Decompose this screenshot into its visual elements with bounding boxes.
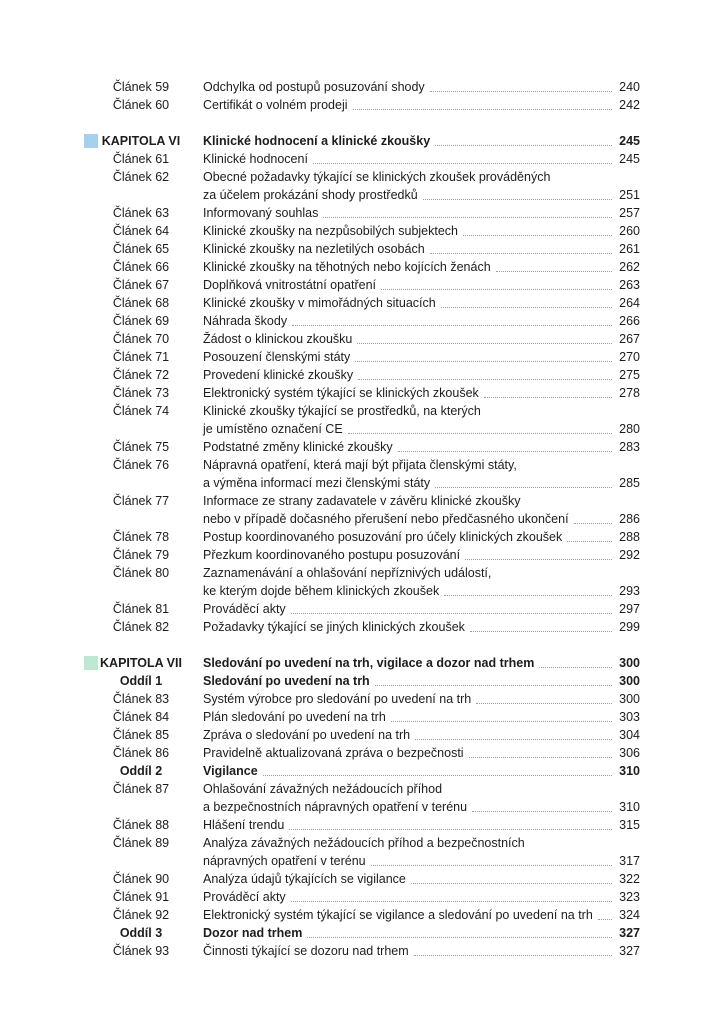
section-row [84, 924, 640, 942]
entry-line [203, 438, 640, 456]
page-number: 297 [619, 602, 640, 616]
entry-title: Žádost o klinickou zkoušku [203, 332, 353, 346]
article-row [84, 150, 640, 168]
article-row [84, 834, 640, 870]
dotted-leader [539, 667, 612, 668]
entry-title: Náhrada škody [203, 314, 288, 328]
entry-text [198, 366, 640, 384]
page-number: 283 [619, 440, 640, 454]
entry-title: Posouzení členskými státy [203, 350, 351, 364]
page-number: 245 [619, 134, 640, 148]
dotted-leader [291, 613, 612, 614]
entry-title: Doplňková vnitrostátní opatření [203, 278, 377, 292]
entry-line [203, 492, 640, 510]
dotted-leader [430, 253, 612, 254]
entry-text [198, 744, 640, 762]
page-number: 286 [619, 512, 640, 526]
dotted-leader [357, 343, 612, 344]
entry-line [203, 168, 640, 186]
entry-text [198, 924, 640, 942]
entry-text [198, 564, 640, 600]
entry-label: Článek 68 [112, 296, 170, 310]
page-number: 275 [619, 368, 640, 382]
article-row [84, 546, 640, 564]
entry-title: Hlášení trendu [203, 818, 285, 832]
entry-line [203, 582, 640, 600]
entry-line [203, 456, 640, 474]
entry-title: Klinické zkoušky na nezletilých osobách [203, 242, 425, 256]
dotted-leader [423, 199, 612, 200]
article-row [84, 600, 640, 618]
entry-line [203, 132, 640, 150]
dotted-leader [348, 433, 612, 434]
page-number: 310 [619, 764, 640, 778]
entry-line [203, 78, 640, 96]
entry-label: Článek 77 [112, 494, 170, 508]
entry-label: Článek 71 [112, 350, 170, 364]
dotted-leader [391, 721, 612, 722]
dotted-leader [307, 937, 612, 938]
entry-title: Podstatné změny klinické zkoušky [203, 440, 393, 454]
entry-text [198, 834, 640, 870]
dotted-leader [353, 109, 612, 110]
article-row [84, 276, 640, 294]
entry-text [198, 546, 640, 564]
entry-title-continuation: nebo v případě dočasného přerušení nebo předčasného ukončení [203, 512, 569, 526]
entry-text [198, 690, 640, 708]
page-number: 288 [619, 530, 640, 544]
entry-label: Článek 93 [112, 944, 170, 958]
page-number: 262 [619, 260, 640, 274]
dotted-leader [463, 235, 612, 236]
entry-text [198, 168, 640, 204]
dotted-leader [484, 397, 612, 398]
entry-title: Klinické zkoušky na nezpůsobilých subjektech [203, 224, 458, 238]
entry-line [203, 150, 640, 168]
entry-label: Článek 64 [112, 224, 170, 238]
dotted-leader [375, 685, 612, 686]
page-number: 245 [619, 152, 640, 166]
article-row [84, 906, 640, 924]
entry-line [203, 348, 640, 366]
page-number: 315 [619, 818, 640, 832]
entry-title: Sledování po uvedení na trh, vigilace a dozor nad trhem [203, 656, 535, 670]
page-number: 327 [619, 926, 640, 940]
page-number: 267 [619, 332, 640, 346]
dotted-leader [381, 289, 612, 290]
entry-line [203, 564, 640, 582]
entry-line [203, 708, 640, 726]
entry-label: Článek 59 [112, 80, 170, 94]
dotted-leader [574, 523, 612, 524]
entry-line [203, 816, 640, 834]
entry-label: Oddíl 2 [119, 764, 163, 778]
entry-text [198, 816, 640, 834]
entry-line [203, 888, 640, 906]
entry-line [203, 474, 640, 492]
entry-line [203, 618, 640, 636]
page-number: 278 [619, 386, 640, 400]
page-number: 251 [619, 188, 640, 202]
entry-text [198, 132, 640, 150]
entry-label: Článek 90 [112, 872, 170, 886]
entry-text [198, 150, 640, 168]
entry-text [198, 870, 640, 888]
entry-label: Oddíl 3 [119, 926, 163, 940]
entry-label: Článek 67 [112, 278, 170, 292]
entry-title: Certifikát o volném prodeji [203, 98, 348, 112]
page-number: 299 [619, 620, 640, 634]
entry-label: KAPITOLA VI [101, 134, 181, 148]
article-row [84, 528, 640, 546]
entry-label: Článek 92 [112, 908, 170, 922]
article-row [84, 690, 640, 708]
dotted-leader [496, 271, 612, 272]
entry-title: Klinické zkoušky v mimořádných situacích [203, 296, 436, 310]
dotted-leader [398, 451, 612, 452]
article-row [84, 780, 640, 816]
entry-line [203, 204, 640, 222]
entry-line [203, 672, 640, 690]
entry-line [203, 294, 640, 312]
entry-line [203, 942, 640, 960]
dotted-leader [358, 379, 612, 380]
page-number: 327 [619, 944, 640, 958]
dotted-leader [411, 883, 612, 884]
entry-line [203, 528, 640, 546]
entry-text [198, 78, 640, 96]
article-row [84, 870, 640, 888]
entry-title: Elektronický systém týkající se vigilance a sledování po uvedení na trh [203, 908, 593, 922]
entry-title: Obecné požadavky týkající se klinických zkoušek prováděných [203, 170, 551, 184]
entry-text [198, 708, 640, 726]
dotted-leader [470, 631, 612, 632]
article-row [84, 348, 640, 366]
entry-text [198, 654, 640, 672]
page-number: 264 [619, 296, 640, 310]
entry-text [198, 762, 640, 780]
dotted-leader [313, 163, 612, 164]
entry-label: KAPITOLA VII [100, 656, 182, 670]
entry-label: Článek 82 [112, 620, 170, 634]
article-row [84, 222, 640, 240]
entry-line [203, 330, 640, 348]
page-number: 260 [619, 224, 640, 238]
page-number: 300 [619, 656, 640, 670]
entry-line [203, 276, 640, 294]
entry-text [198, 438, 640, 456]
entry-title: Klinické zkoušky týkající se prostředků, na kterých [203, 404, 481, 418]
entry-line [203, 222, 640, 240]
dotted-leader [355, 361, 612, 362]
dotted-leader [598, 919, 612, 920]
entry-text [198, 330, 640, 348]
entry-label: Článek 76 [112, 458, 170, 472]
entry-text [198, 780, 640, 816]
entry-label: Článek 84 [112, 710, 170, 724]
entry-text [198, 888, 640, 906]
article-row [84, 456, 640, 492]
entry-line [203, 834, 640, 852]
dotted-leader [476, 703, 612, 704]
page-number: 324 [619, 908, 640, 922]
entry-title: Dozor nad trhem [203, 926, 303, 940]
entry-text [198, 204, 640, 222]
page-number: 323 [619, 890, 640, 904]
article-row [84, 816, 640, 834]
dotted-leader [465, 559, 612, 560]
entry-title: Pravidelně aktualizovaná zpráva o bezpečnosti [203, 746, 464, 760]
article-row [84, 744, 640, 762]
entry-line [203, 366, 640, 384]
article-row [84, 564, 640, 600]
page-number: 263 [619, 278, 640, 292]
entry-label: Článek 81 [112, 602, 170, 616]
page-number: 285 [619, 476, 640, 490]
entry-line [203, 186, 640, 204]
dotted-leader [415, 739, 612, 740]
entry-title: Zaznamenávání a ohlašování nepříznivých událostí, [203, 566, 492, 580]
entry-title: Odchylka od postupů posuzování shody [203, 80, 425, 94]
entry-title: Klinické hodnocení a klinické zkoušky [203, 134, 431, 148]
page-number: 303 [619, 710, 640, 724]
entry-text [198, 906, 640, 924]
entry-title: Zpráva o sledování po uvedení na trh [203, 728, 411, 742]
page-number: 266 [619, 314, 640, 328]
dotted-leader [291, 901, 612, 902]
article-row [84, 618, 640, 636]
dotted-leader [430, 91, 612, 92]
entry-label: Článek 66 [112, 260, 170, 274]
entry-text [198, 240, 640, 258]
entry-label: Článek 83 [112, 692, 170, 706]
article-row [84, 492, 640, 528]
entry-text [198, 672, 640, 690]
entry-title: Analýza závažných nežádoucích příhod a bezpečnostních [203, 836, 525, 850]
entry-text [198, 312, 640, 330]
entry-title: Činnosti týkající se dozoru nad trhem [203, 944, 409, 958]
entry-line [203, 726, 640, 744]
entry-line [203, 798, 640, 816]
entry-text [198, 618, 640, 636]
article-row [84, 258, 640, 276]
page-number: 306 [619, 746, 640, 760]
entry-line [203, 654, 640, 672]
page-number: 300 [619, 692, 640, 706]
section-row [84, 672, 640, 690]
article-row [84, 312, 640, 330]
chapter-marker-square-icon [84, 134, 98, 148]
chapter-marker-square-icon [84, 656, 98, 670]
entry-title: Postup koordinovaného posuzování pro účely klinických zkoušek [203, 530, 563, 544]
entry-title: Klinické hodnocení [203, 152, 308, 166]
entry-text [198, 600, 640, 618]
article-row [84, 96, 640, 114]
entry-title: Ohlašování závažných nežádoucích příhod [203, 782, 443, 796]
entry-text [198, 258, 640, 276]
article-row [84, 366, 640, 384]
entry-title-continuation: za účelem prokázání shody prostředků [203, 188, 418, 202]
article-row [84, 204, 640, 222]
entry-line [203, 924, 640, 942]
entry-title: Analýza údajů týkajících se vigilance [203, 872, 406, 886]
dotted-leader [289, 829, 612, 830]
entry-title-continuation: je umístěno označení CE [203, 422, 343, 436]
article-row [84, 240, 640, 258]
page-number: 310 [619, 800, 640, 814]
entry-line [203, 762, 640, 780]
dotted-leader [444, 595, 612, 596]
entry-text [198, 384, 640, 402]
entry-line [203, 384, 640, 402]
entry-label: Oddíl 1 [119, 674, 163, 688]
dotted-leader [292, 325, 612, 326]
article-row [84, 330, 640, 348]
page-number: 280 [619, 422, 640, 436]
entry-title-continuation: nápravných opatření v terénu [203, 854, 366, 868]
article-row [84, 708, 640, 726]
article-row [84, 888, 640, 906]
entry-label: Článek 65 [112, 242, 170, 256]
entry-label: Článek 69 [112, 314, 170, 328]
entry-title-continuation: ke kterým dojde během klinických zkoušek [203, 584, 440, 598]
page-number: 317 [619, 854, 640, 868]
dotted-leader [472, 811, 612, 812]
entry-text [198, 348, 640, 366]
dotted-leader [371, 865, 612, 866]
entry-line [203, 96, 640, 114]
page-number: 261 [619, 242, 640, 256]
entry-label: Článek 80 [112, 566, 170, 580]
entry-line [203, 600, 640, 618]
entry-line [203, 402, 640, 420]
entry-label: Článek 87 [112, 782, 170, 796]
page-number: 304 [619, 728, 640, 742]
dotted-leader [469, 757, 612, 758]
dotted-leader [263, 775, 612, 776]
entry-title-continuation: a výměna informací mezi členskými státy [203, 476, 431, 490]
page-number: 270 [619, 350, 640, 364]
article-row [84, 78, 640, 96]
entry-label: Článek 89 [112, 836, 170, 850]
chapter-row [84, 654, 640, 672]
entry-text [198, 276, 640, 294]
entry-label: Článek 72 [112, 368, 170, 382]
entry-title: Provedení klinické zkoušky [203, 368, 354, 382]
entry-label: Článek 61 [112, 152, 170, 166]
entry-text [198, 456, 640, 492]
entry-line [203, 510, 640, 528]
entry-line [203, 258, 640, 276]
article-row [84, 384, 640, 402]
entry-title: Prováděcí akty [203, 890, 286, 904]
entry-line [203, 852, 640, 870]
page-number: 300 [619, 674, 640, 688]
entry-label: Článek 74 [112, 404, 170, 418]
entry-line [203, 546, 640, 564]
entry-line [203, 312, 640, 330]
entry-title: Plán sledování po uvedení na trh [203, 710, 386, 724]
article-row [84, 168, 640, 204]
dotted-leader [435, 487, 612, 488]
entry-label: Článek 85 [112, 728, 170, 742]
article-row [84, 438, 640, 456]
entry-label: Článek 75 [112, 440, 170, 454]
entry-label: Článek 70 [112, 332, 170, 346]
entry-label: Článek 60 [112, 98, 170, 112]
page-number: 293 [619, 584, 640, 598]
entry-title: Prováděcí akty [203, 602, 286, 616]
entry-title: Informovaný souhlas [203, 206, 319, 220]
entry-line [203, 420, 640, 438]
page-number: 322 [619, 872, 640, 886]
entry-title: Klinické zkoušky na těhotných nebo kojících ženách [203, 260, 491, 274]
entry-title: Systém výrobce pro sledování po uvedení na trh [203, 692, 472, 706]
entry-title-continuation: a bezpečnostních nápravných opatření v terénu [203, 800, 468, 814]
entry-text [198, 492, 640, 528]
entry-line [203, 870, 640, 888]
page-number: 242 [619, 98, 640, 112]
page-number: 240 [619, 80, 640, 94]
entry-label: Článek 73 [112, 386, 170, 400]
entry-text [198, 222, 640, 240]
entry-label: Článek 78 [112, 530, 170, 544]
entry-title: Sledování po uvedení na trh [203, 674, 370, 688]
dotted-leader [435, 145, 612, 146]
dotted-leader [567, 541, 612, 542]
entry-text [198, 402, 640, 438]
section-row [84, 762, 640, 780]
entry-line [203, 906, 640, 924]
entry-line [203, 744, 640, 762]
dotted-leader [323, 217, 612, 218]
article-row [84, 726, 640, 744]
entry-label: Článek 91 [112, 890, 170, 904]
entry-label: Článek 86 [112, 746, 170, 760]
entry-label: Článek 88 [112, 818, 170, 832]
entry-title: Vigilance [203, 764, 258, 778]
entry-label: Článek 63 [112, 206, 170, 220]
page-number: 292 [619, 548, 640, 562]
entry-title: Elektronický systém týkající se klinických zkoušek [203, 386, 479, 400]
entry-text [198, 96, 640, 114]
entry-line [203, 240, 640, 258]
entry-title: Informace ze strany zadavatele v závěru klinické zkoušky [203, 494, 521, 508]
entry-line [203, 690, 640, 708]
entry-text [198, 726, 640, 744]
entry-label: Článek 62 [112, 170, 170, 184]
chapter-row [84, 132, 640, 150]
page-number: 257 [619, 206, 640, 220]
entry-title: Nápravná opatření, která mají být přijata členskými státy, [203, 458, 517, 472]
article-row [84, 294, 640, 312]
entry-text [198, 294, 640, 312]
entry-text [198, 942, 640, 960]
dotted-leader [414, 955, 612, 956]
entry-line [203, 780, 640, 798]
article-row [84, 402, 640, 438]
entry-title: Požadavky týkající se jiných klinických zkoušek [203, 620, 465, 634]
entry-label: Článek 79 [112, 548, 170, 562]
entry-title: Přezkum koordinovaného postupu posuzování [203, 548, 461, 562]
entry-text [198, 528, 640, 546]
article-row [84, 942, 640, 960]
dotted-leader [441, 307, 612, 308]
